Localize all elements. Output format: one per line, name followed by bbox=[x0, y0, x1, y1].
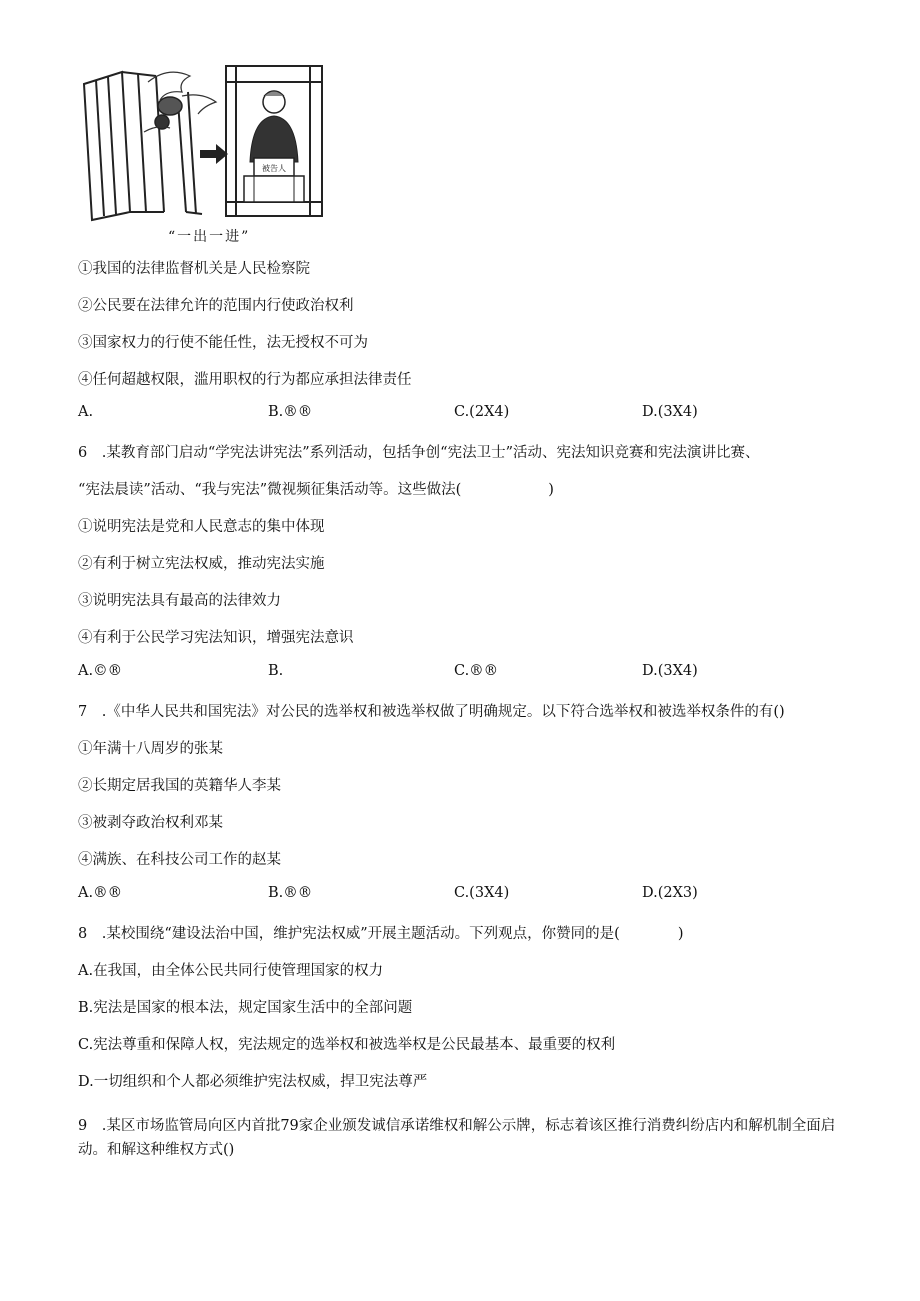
q6-option-c[interactable]: C.®® bbox=[454, 663, 499, 679]
q6-item-1: ①说明宪法是党和人民意志的集中体现 bbox=[78, 519, 325, 535]
q7-option-a[interactable]: A.®® bbox=[78, 885, 123, 901]
q5-option-a[interactable]: A. bbox=[78, 404, 94, 420]
q7-option-d[interactable]: D.(2X3) bbox=[642, 885, 698, 901]
q7-options bbox=[78, 885, 838, 905]
q7-item-4: ④满族、在科技公司工作的赵某 bbox=[78, 852, 281, 868]
q6-option-b[interactable]: B. bbox=[268, 663, 284, 679]
q8-option-d[interactable]: D.一切组织和个人都必须维护宪法权威，捍卫宪法尊严 bbox=[78, 1074, 428, 1090]
q5-option-b[interactable]: B.®® bbox=[268, 404, 313, 420]
q6-stem-line-2: “宪法晨读”活动、“我与宪法”微视频征集活动等。这些做法( ) bbox=[78, 482, 554, 498]
q7-option-b[interactable]: B.®® bbox=[268, 885, 313, 901]
q8-option-c[interactable]: C.宪法尊重和保障人权，宪法规定的选举权和被选举权是公民最基本、最重要的权利 bbox=[78, 1037, 616, 1053]
q6-options bbox=[78, 663, 838, 683]
q7-stem: 7 .《中华人民共和国宪法》对公民的选举权和被选举权做了明确规定。以下符合选举权和被选举权条件的有() bbox=[78, 704, 785, 720]
q5-item-2: ②公民要在法律允许的范围内行使政治权利 bbox=[78, 298, 354, 314]
q7-option-c[interactable]: C.(3X4) bbox=[454, 885, 510, 901]
cartoon-figure bbox=[78, 62, 330, 244]
q7-item-2: ②长期定居我国的英籍华人李某 bbox=[78, 778, 281, 794]
q8-option-b[interactable]: B.宪法是国家的根本法，规定国家生活中的全部问题 bbox=[78, 1000, 413, 1016]
q9-stem: 9 .某区市场监管局向区内首批79家企业颁发诚信承诺维权和解公示牌，标志着该区推行消费纠纷店内和解机制全面启动。和解这种维权方式() bbox=[78, 1118, 836, 1158]
q5-item-4: ④任何超越权限，滥用职权的行为都应承担法律责任 bbox=[78, 372, 412, 388]
q5-options bbox=[78, 404, 838, 424]
q6-option-d[interactable]: D.(3X4) bbox=[642, 663, 698, 679]
q6-item-3: ③说明宪法具有最高的法律效力 bbox=[78, 593, 281, 609]
figure-caption: “一出一进” bbox=[168, 229, 251, 245]
q6-item-4: ④有利于公民学习宪法知识，增强宪法意识 bbox=[78, 630, 354, 646]
q5-item-3: ③国家权力的行使不能任性，法无授权不可为 bbox=[78, 335, 368, 351]
q5-option-d[interactable]: D.(3X4) bbox=[642, 404, 698, 420]
q8-stem: 8 .某校围绕“建设法治中国，维护宪法权威”开展主题活动。下列观点，你赞同的是( ) bbox=[78, 926, 684, 942]
q7-item-1: ①年满十八周岁的张某 bbox=[78, 741, 223, 757]
q5-item-1: ①我国的法律监督机关是人民检察院 bbox=[78, 261, 310, 277]
q6-stem-line-1: 6 .某教育部门启动“学宪法讲宪法”系列活动，包括争创“宪法卫士”活动、宪法知识竞赛和宪法演讲比赛、 bbox=[78, 445, 760, 461]
cage-cartoon-illustration bbox=[78, 62, 330, 222]
q8-option-a[interactable]: A.在我国，由全体公民共同行使管理国家的权力 bbox=[78, 963, 384, 979]
q6-item-2: ②有利于树立宪法权威，推动宪法实施 bbox=[78, 556, 325, 572]
q6-option-a[interactable]: A.©® bbox=[78, 663, 123, 679]
q5-option-c[interactable]: C.(2X4) bbox=[454, 404, 510, 420]
defendant-label: 被告人 bbox=[262, 164, 286, 173]
q7-item-3: ③被剥夺政治权利邓某 bbox=[78, 815, 223, 831]
